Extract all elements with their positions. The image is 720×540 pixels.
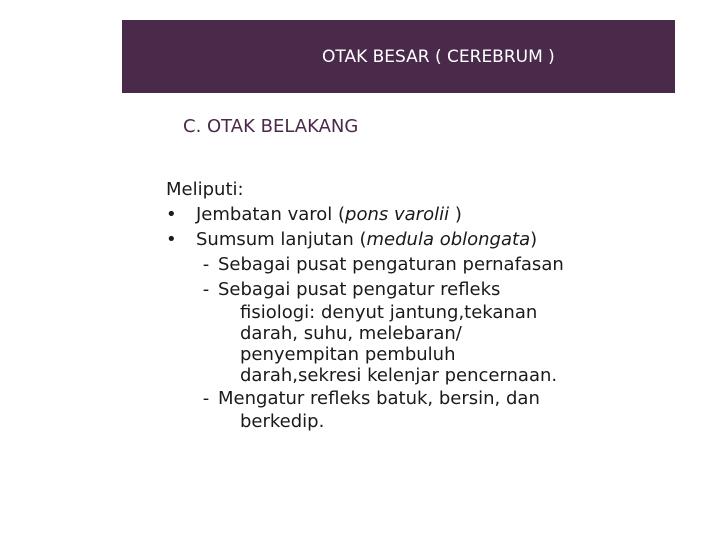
bullet-marker: • <box>166 204 177 225</box>
slide-title: OTAK BESAR ( CEREBRUM ) <box>322 47 555 67</box>
content-body <box>166 177 636 432</box>
dash-marker: - <box>202 388 210 409</box>
intro-text: Meliputi: <box>166 179 244 200</box>
sub-item-text: Mengatur refleks batuk, bersin, dan <box>218 388 540 409</box>
sub-item <box>166 386 636 411</box>
title-bar <box>122 20 675 93</box>
bullet-italic: medula oblongata <box>366 229 531 250</box>
sub-item-continuation: berkedip. <box>240 411 325 432</box>
bullet-suffix: ) <box>530 229 538 250</box>
bullet-suffix: ) <box>449 204 462 225</box>
sub-item-text: Sebagai pusat pengatur refleks <box>218 279 501 300</box>
sub-item <box>166 252 636 277</box>
bullet-item <box>166 202 636 227</box>
bullet-marker: • <box>166 229 177 250</box>
bullet-text: Sumsum lanjutan ( <box>196 229 367 250</box>
sub-item-text: Sebagai pusat pengaturan pernafasan <box>218 254 564 275</box>
bullet-italic: pons varolii <box>345 204 450 225</box>
sub-item-continuation: darah, suhu, melebaran/ <box>240 323 462 344</box>
sub-item <box>166 277 636 302</box>
sub-item-continuation: fisiologi: denyut jantung,tekanan <box>240 302 538 323</box>
sub-item-continuation: darah,sekresi kelenjar pencernaan. <box>240 365 558 386</box>
bullet-text: Jembatan varol ( <box>196 204 346 225</box>
dash-marker: - <box>202 254 210 275</box>
bullet-item <box>166 227 636 252</box>
dash-marker: - <box>202 279 210 300</box>
section-heading: C. OTAK BELAKANG <box>183 116 359 137</box>
sub-item-continuation: penyempitan pembuluh <box>240 344 456 365</box>
